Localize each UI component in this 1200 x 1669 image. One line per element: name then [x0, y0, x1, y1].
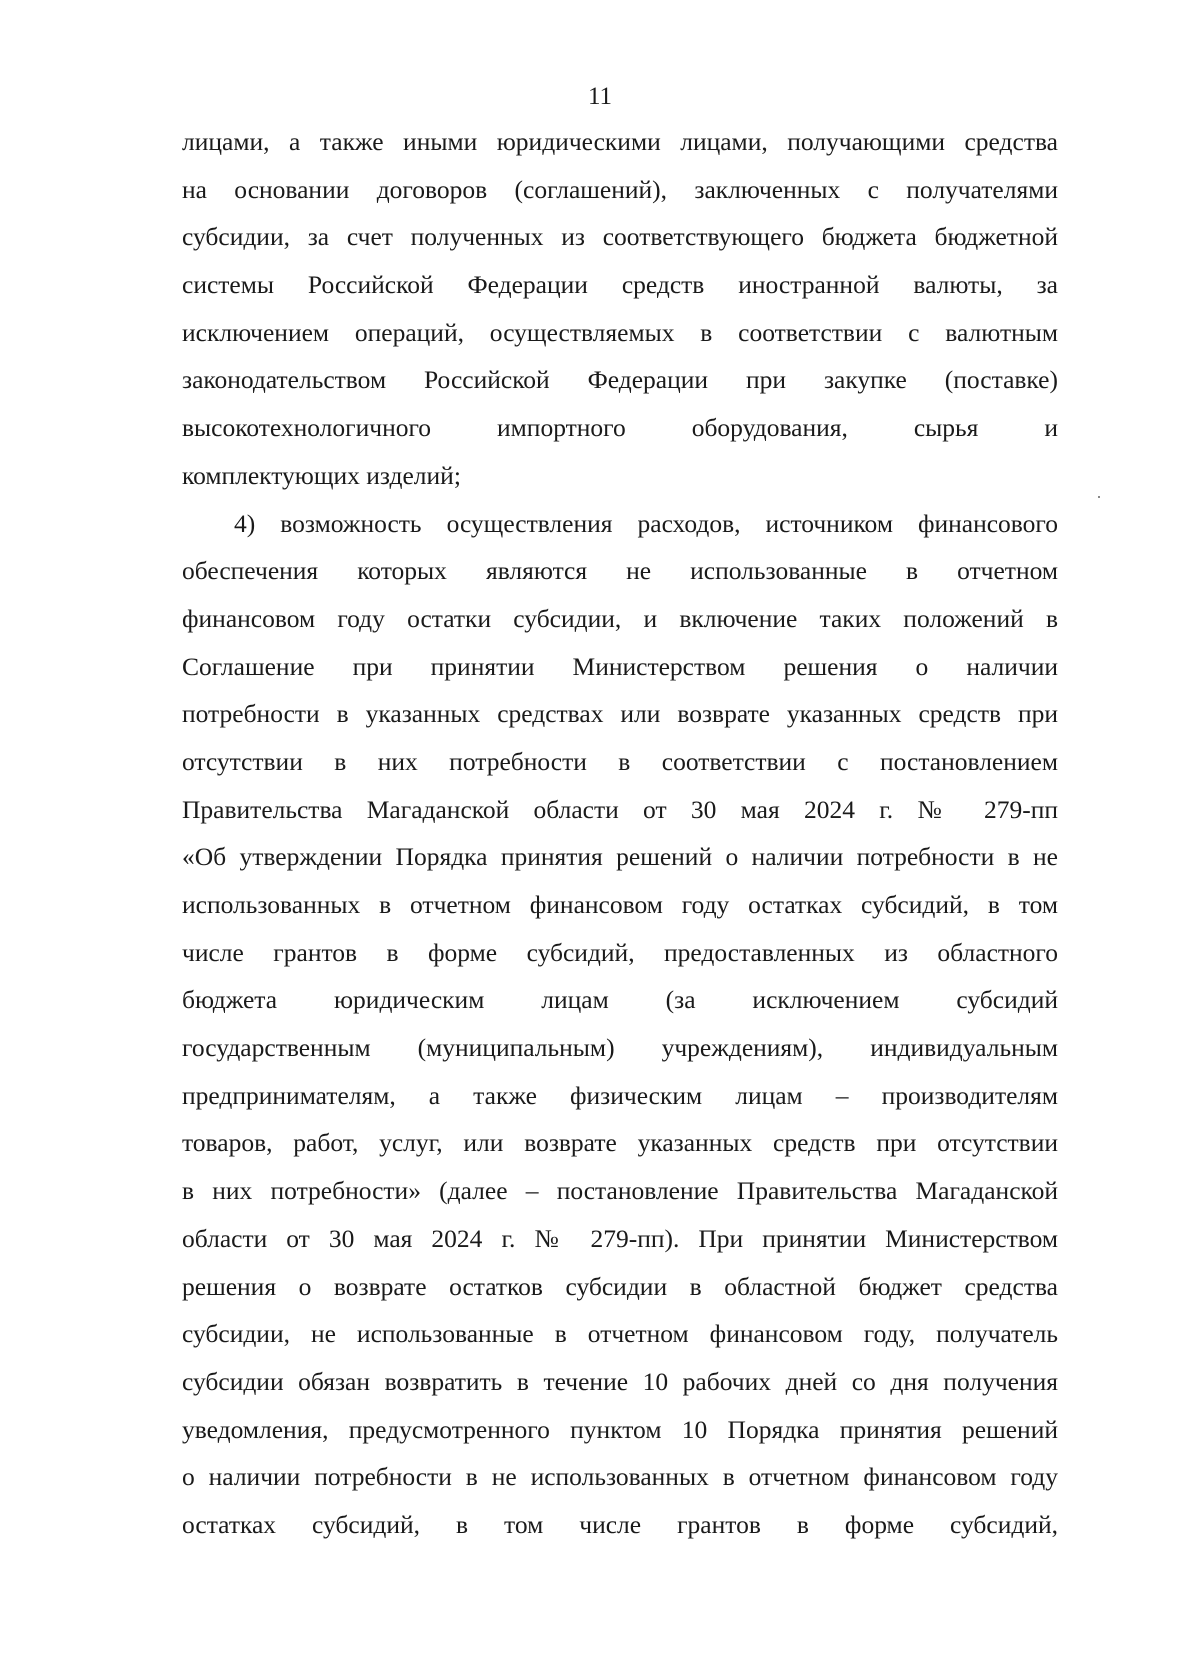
text-line: Правительства Магаданской области от 30 мая 2024 г. № 279-пп [182, 794, 1058, 824]
text-line: использованных в отчетном финансовом году остатках субсидий, в том [182, 890, 1058, 919]
page-number: 11 [587, 83, 613, 110]
text-line: товаров, работ, услуг, или возврате указанных средств при отсутствии [182, 1128, 1058, 1158]
text-line: государственным (муниципальным) учреждениям), индивидуальным [182, 1033, 1058, 1063]
text-line: системы Российской Федерации средств иностранной валюты, за [182, 270, 1058, 300]
text-line: числе грантов в форме субсидий, предоставленных из областного [182, 937, 1058, 967]
text-line: субсидии, не использованные в отчетном финансовом году, получатель [182, 1319, 1058, 1349]
text-line: решения о возврате остатков субсидии в областной бюджет средства [182, 1271, 1058, 1301]
text-line: законодательством Российской Федерации при закупке (поставке) [182, 365, 1058, 395]
text-line: субсидии обязан возвратить в течение 10 рабочих дней со дня получения [182, 1366, 1058, 1396]
text-line: Соглашение при принятии Министерством решения о наличии [182, 651, 1058, 681]
text-line: высокотехнологичного импортного оборудования, сырья и [182, 413, 1058, 443]
text-line: финансовом году остатки субсидии, и включение таких положений в [182, 603, 1058, 633]
text-line: исключением операций, осуществляемых в соответствии с валютным [182, 317, 1058, 347]
text-line: в них потребности» (далее – постановление Правительства Магаданской [182, 1176, 1058, 1206]
text-line: предпринимателям, а также физическим лицам – производителям [182, 1080, 1058, 1110]
text-line: остатках субсидий, в том числе грантов в форме субсидий, [182, 1509, 1058, 1539]
document-body [182, 118, 1058, 1549]
text-line: области от 30 мая 2024 г. № 279-пп). При принятии Министерством [182, 1223, 1058, 1253]
scan-speck [1098, 496, 1100, 498]
text-line: лицами, а также иными юридическими лицами, получающими средства [182, 127, 1058, 156]
text-line: о наличии потребности в не использованных в отчетном финансовом году [182, 1462, 1058, 1492]
paragraph-item-4 [182, 500, 1058, 1549]
text-line: обеспечения которых являются не использованные в отчетном [182, 556, 1058, 586]
text-line: комплектующих изделий; [182, 460, 461, 490]
text-line: уведомления, предусмотренного пунктом 10 Порядка принятия решений [182, 1414, 1058, 1444]
paragraph-continuation [182, 118, 1058, 500]
text-line: потребности в указанных средствах или возврате указанных средств при [182, 699, 1058, 729]
text-line: отсутствии в них потребности в соответствии с постановлением [182, 746, 1058, 776]
text-line: на основании договоров (соглашений), заключенных с получателями [182, 174, 1058, 204]
text-line: «Об утверждении Порядка принятия решений о наличии потребности в не [182, 842, 1058, 872]
text-line: субсидии, за счет полученных из соответствующего бюджета бюджетной [182, 222, 1058, 252]
text-line: 4) возможность осуществления расходов, источником финансового [234, 508, 1058, 538]
text-line: бюджета юридическим лицам (за исключением субсидий [182, 985, 1058, 1015]
